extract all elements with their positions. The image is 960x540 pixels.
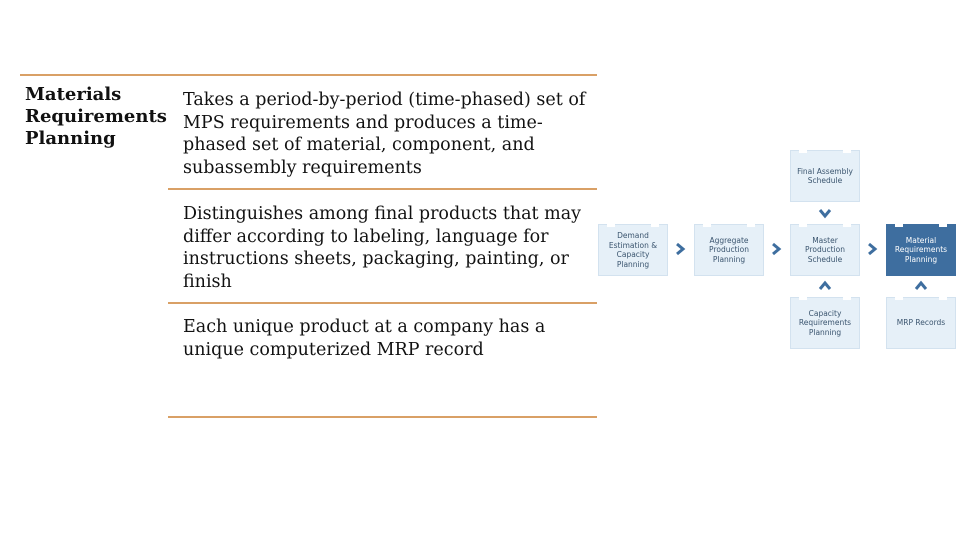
row-divider-1	[168, 188, 597, 190]
definition-row-1: Takes a period-by-period (time-phased) set of MPS requirements and produces a time-phased set of material, component, and subassembly requirements	[183, 90, 586, 178]
mrp-records-label: MRP Records	[896, 318, 946, 328]
definition-row-3: Each unique product at a company has a unique computerized MRP record	[183, 317, 546, 360]
material-requirements-planning-node	[886, 224, 956, 276]
chevron-up-icon	[817, 278, 833, 294]
final-assembly-schedule-node	[790, 150, 860, 202]
definition-row-2: Distinguishes among final products that may differ according to labeling, language for instructions sheets, packaging, painting, or finish	[183, 204, 582, 292]
capacity-requirements-node	[790, 297, 860, 349]
chevron-up-icon	[913, 278, 929, 294]
demand-estimation-node	[598, 224, 668, 276]
demand-estimation-label: Demand Estimation & Capacity Planning	[608, 231, 658, 269]
mrp-records-node	[886, 297, 956, 349]
material-requirements-planning-label: Material Requirements Planning	[894, 235, 948, 264]
capacity-requirements-label: Capacity Requirements Planning	[798, 308, 852, 337]
row-divider-2	[168, 302, 597, 304]
chevron-right-icon	[864, 241, 880, 257]
aggregate-production-node	[694, 224, 764, 276]
row-divider-3	[168, 416, 597, 418]
final-assembly-schedule-label: Final Assembly Schedule	[797, 166, 853, 185]
top-rule	[20, 74, 597, 76]
term-label: Materials Requirements Planning	[25, 84, 167, 149]
aggregate-production-label: Aggregate Production Planning	[709, 235, 749, 264]
master-production-schedule-node	[790, 224, 860, 276]
chevron-right-icon	[672, 241, 688, 257]
chevron-right-icon	[768, 241, 784, 257]
master-production-schedule-label: Master Production Schedule	[805, 235, 845, 264]
chevron-down-icon	[817, 205, 833, 221]
